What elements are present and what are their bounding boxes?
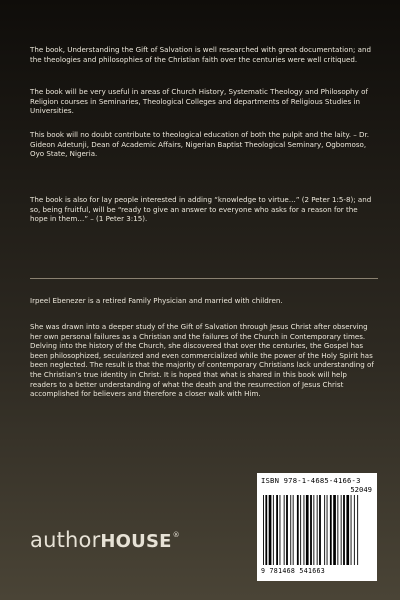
review-paragraph-2: The book will be very useful in areas of Church History, Systematic Theology and Philosophy of Religion courses in Seminaries, Theological Colleges and departments of Religious Studies in Universities. xyxy=(30,87,368,116)
logo-author-text: author xyxy=(30,528,101,552)
review-paragraph-3: This book will no doubt contribute to theological education of both the pulpit and the laity. – Dr. Gideon Adetunji, Dean of Academic Affairs, Nigerian Baptist Theological Seminary, Ogbomoso, Oyo State, Nigeria. xyxy=(30,130,369,159)
logo-house-text: HOUSE xyxy=(100,531,172,552)
review-paragraph-1: The book, Understanding the Gift of Salvation is well researched with great documentation; and the theologies and philosophies of the Christian faith over the centuries were well critiqued. xyxy=(30,45,371,64)
isbn-label: ISBN 978-1-4685-4166-3 xyxy=(261,476,361,485)
price-code: 52049 xyxy=(350,485,372,494)
isbn-barcode xyxy=(257,473,377,581)
author-intro-paragraph: Irpeel Ebenezer is a retired Family Physician and married with children. xyxy=(30,296,283,305)
barcode-digits: 9 781468 541663 xyxy=(261,567,326,575)
barcode-bars xyxy=(263,495,373,565)
section-divider xyxy=(30,278,378,279)
trademark-symbol: ® xyxy=(172,531,180,539)
author-bio-paragraph: She was drawn into a deeper study of the Gift of Salvation through Jesus Christ after observing her own personal failures as a Christian and the failures of the Church in Contemporary times. Delving into the history of the Church, she discovered that over the centuries, the Gospel has been philosophized, secularized and even commercialized while the power of the Holy Spirit has been neglected. The result is that the majority of contemporary Christians lack understanding of the Christian’s true identity in Christ. It is hoped that what is shared in this book will help readers to a better understanding of what the death and the resurrection of Jesus Christ accomplished for believers and therefore a closer walk with Him. xyxy=(30,322,374,399)
publisher-logo xyxy=(30,528,180,552)
lay-readers-paragraph: The book is also for lay people interested in adding “knowledge to virtue…” (2 Peter 1:5-8); and so, being fruitful, will be “ready to give an answer to everyone who asks for a reason for the hope in them…” – (1 Peter 3:15). xyxy=(30,195,372,224)
